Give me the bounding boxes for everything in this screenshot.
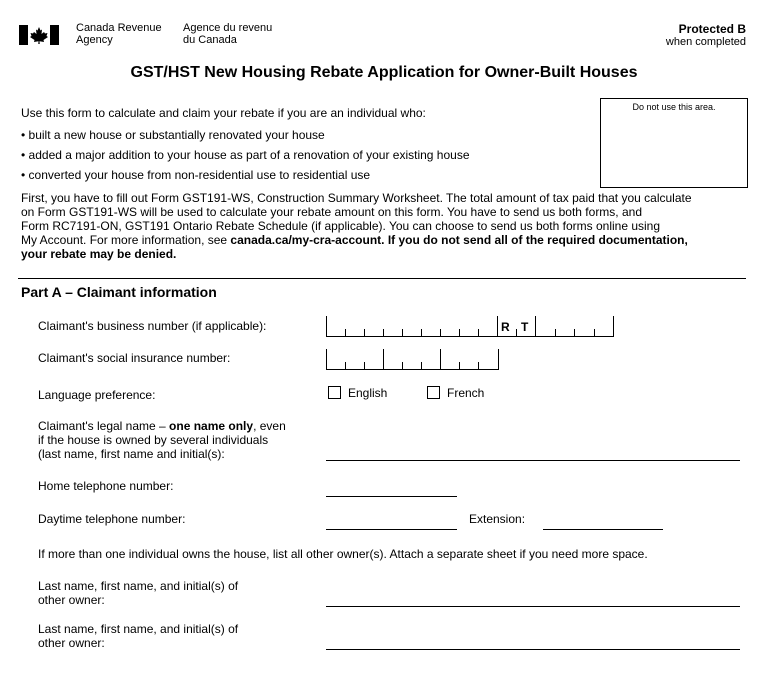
list-item: • built a new house or substantially renovated your house <box>21 128 325 142</box>
agency-name-en: Canada Revenue Agency <box>76 22 162 46</box>
english-option-label: English <box>348 386 388 400</box>
rt-letter-t: T <box>521 320 529 334</box>
french-checkbox[interactable] <box>427 386 440 399</box>
section-divider <box>18 278 746 279</box>
french-option-label: French <box>447 386 485 400</box>
other-owner-label-1: Last name, first name, and initial(s) of other owner: <box>38 579 239 607</box>
part-a-heading: Part A – Claimant information <box>21 284 217 300</box>
canada-flag-icon <box>19 25 59 45</box>
protected-label: Protected B when completed <box>665 22 746 48</box>
agency-name-fr: Agence du revenu du Canada <box>183 22 273 46</box>
intro-lead: Use this form to calculate and claim your rebate if you are an individual who: <box>21 106 426 120</box>
business-number-label: Claimant's business number (if applicable): <box>38 319 267 333</box>
legal-name-label: Claimant's legal name – one name only, even if the house is owned by several individuals (last name, first name and initial(s): <box>38 419 286 461</box>
business-number-field[interactable] <box>326 316 616 338</box>
language-label: Language preference: <box>38 388 156 402</box>
daytime-phone-field[interactable] <box>326 529 457 530</box>
intro-bullets <box>21 128 470 188</box>
daytime-phone-label: Daytime telephone number: <box>38 512 186 526</box>
home-phone-field[interactable] <box>326 496 457 497</box>
extension-label: Extension: <box>469 512 526 526</box>
other-owners-note: If more than one individual owns the house, list all other owner(s). Attach a separate sheet if you need more space. <box>38 547 648 561</box>
sin-label: Claimant's social insurance number: <box>38 351 231 365</box>
form-title: GST/HST New Housing Rebate Application for Owner-Built Houses <box>130 64 638 81</box>
sin-field[interactable] <box>326 349 501 371</box>
cra-account-link[interactable]: canada.ca/my-cra-account <box>230 233 382 247</box>
extension-field[interactable] <box>543 529 663 530</box>
list-item: • converted your house from non-residential use to residential use <box>21 168 371 182</box>
home-phone-label: Home telephone number: <box>38 479 174 493</box>
english-checkbox[interactable] <box>328 386 341 399</box>
office-use-box: Do not use this area. <box>600 98 748 188</box>
other-owner-label-2: Last name, first name, and initial(s) of other owner: <box>38 622 239 650</box>
other-owner-field-2[interactable] <box>326 649 740 650</box>
legal-name-field[interactable] <box>326 460 740 461</box>
intro-paragraph: First, you have to fill out Form GST191-WS, Construction Summary Worksheet. The total amount of tax paid that you calculate on Form GST191-WS will be used to calculate your rebate amount on this form. You have to send us both forms, and Form RC7191-ON, GST191 Ontario Rebate Schedule (if applicable). You can choose to send us both forms online using My Account. For more information, see canada.ca/my-cra-account. If you do not send all of the required documentation, your rebate may be denied. <box>21 191 692 261</box>
rt-letter-r: R <box>501 320 510 334</box>
other-owner-field-1[interactable] <box>326 606 740 607</box>
list-item: • added a major addition to your house as part of a renovation of your existing house <box>21 148 470 162</box>
